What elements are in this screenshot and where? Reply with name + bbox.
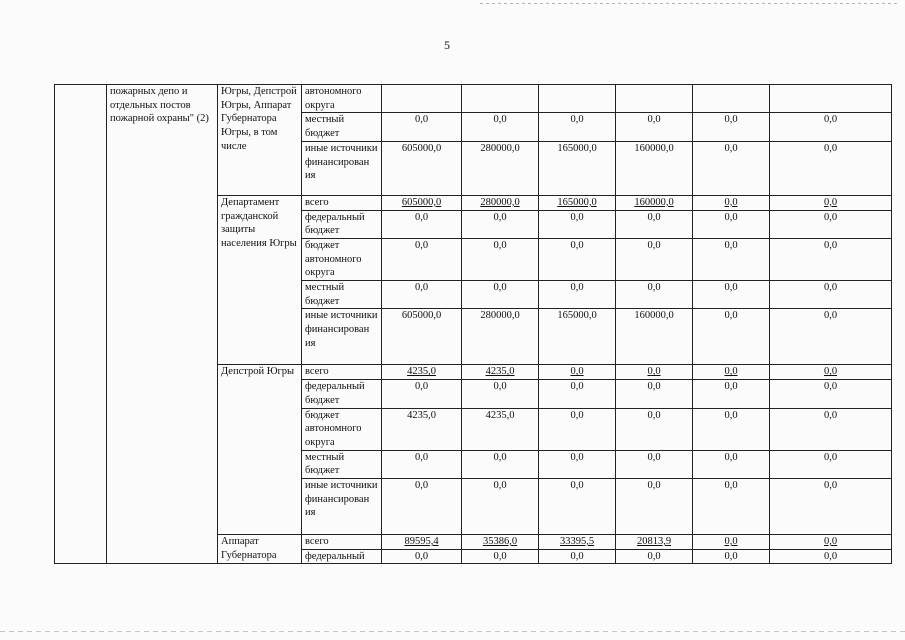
value-text: 0,0 xyxy=(647,451,661,463)
value-cell xyxy=(693,85,770,113)
value-cell xyxy=(616,309,693,365)
value-cell xyxy=(382,535,462,550)
value-text: 0,0 xyxy=(823,310,838,322)
value-cell xyxy=(693,210,770,238)
value-cell xyxy=(382,113,462,141)
value-text: 0,0 xyxy=(647,366,661,378)
value-cell xyxy=(616,85,693,113)
value-cell xyxy=(693,281,770,309)
value-cell xyxy=(382,479,462,535)
value-cell xyxy=(382,85,462,113)
funding-source-cell: федеральный xyxy=(302,549,382,564)
value-text: 0,0 xyxy=(823,381,838,393)
value-text: 0,0 xyxy=(570,239,584,251)
value-cell xyxy=(616,141,693,195)
value-text: 0,0 xyxy=(493,480,507,492)
program-name-cell: пожарных депо и отдельных постов пожарной охраны" (2) xyxy=(107,85,218,564)
value-cell xyxy=(462,535,539,550)
value-cell xyxy=(616,450,693,478)
value-cell xyxy=(770,113,892,141)
value-text: 0,0 xyxy=(570,550,584,562)
value-cell xyxy=(770,450,892,478)
value-text: 0,0 xyxy=(414,239,429,251)
value-cell xyxy=(539,535,616,550)
value-text: 0,0 xyxy=(724,142,738,154)
value-cell xyxy=(616,281,693,309)
value-text: 0,0 xyxy=(414,480,429,492)
value-text: 4235,0 xyxy=(407,409,436,421)
scan-artifact-bottom xyxy=(0,631,905,632)
value-cell xyxy=(382,309,462,365)
value-text: 160000,0 xyxy=(634,310,674,322)
value-text: 0,0 xyxy=(724,451,738,463)
value-cell xyxy=(616,535,693,550)
row-number-cell xyxy=(55,85,107,564)
value-cell xyxy=(462,238,539,280)
value-cell xyxy=(770,309,892,365)
value-text: 0,0 xyxy=(493,211,507,223)
funding-source-cell: всего xyxy=(302,365,382,380)
value-text: 165000,0 xyxy=(557,196,597,208)
value-cell xyxy=(382,549,462,564)
table-row xyxy=(55,85,892,113)
value-cell xyxy=(693,535,770,550)
value-cell xyxy=(616,549,693,564)
value-cell xyxy=(539,450,616,478)
value-cell xyxy=(616,238,693,280)
funding-source-cell: местный бюджет xyxy=(302,113,382,141)
value-cell xyxy=(539,85,616,113)
value-cell xyxy=(462,195,539,210)
value-text: 0,0 xyxy=(414,114,429,126)
value-cell xyxy=(462,113,539,141)
value-cell xyxy=(462,365,539,380)
value-cell xyxy=(770,141,892,195)
value-text: 280000,0 xyxy=(480,142,520,154)
value-text: 0,0 xyxy=(570,211,584,223)
value-text: 4235,0 xyxy=(485,409,515,421)
value-cell xyxy=(693,365,770,380)
value-text: 0,0 xyxy=(724,381,738,393)
funding-source-cell: иные источники финансирован ия xyxy=(302,141,382,195)
funding-source-cell: иные источники финансирован ия xyxy=(302,479,382,535)
value-text: 0,0 xyxy=(570,282,584,294)
value-text: 0,0 xyxy=(823,480,838,492)
value-text: 280000,0 xyxy=(480,310,520,322)
value-text: 0,0 xyxy=(823,282,838,294)
value-text: 35386,0 xyxy=(482,536,518,548)
value-cell xyxy=(382,450,462,478)
page-number: 5 xyxy=(444,38,450,52)
executor-cell: Аппарат Губернатора xyxy=(218,535,302,564)
value-text: 0,0 xyxy=(724,196,738,208)
value-text: 160000,0 xyxy=(634,196,674,208)
value-cell xyxy=(693,238,770,280)
value-cell xyxy=(382,380,462,408)
value-text: 0,0 xyxy=(414,550,429,562)
executor-cell: Депстрой Югры xyxy=(218,365,302,535)
value-text: 605000,0 xyxy=(401,142,442,154)
value-text: 0,0 xyxy=(724,310,738,322)
value-text: 0,0 xyxy=(570,451,584,463)
value-text: 0,0 xyxy=(570,381,584,393)
value-text: 0,0 xyxy=(724,114,738,126)
value-cell xyxy=(382,281,462,309)
value-cell xyxy=(616,479,693,535)
value-cell xyxy=(693,549,770,564)
funding-source-cell: всего xyxy=(302,535,382,550)
value-text: 4235,0 xyxy=(485,366,515,378)
value-text: 0,0 xyxy=(823,239,838,251)
value-cell xyxy=(382,238,462,280)
value-text: 605000,0 xyxy=(401,310,442,322)
funding-source-cell: бюджет автономного округа xyxy=(302,408,382,450)
funding-source-cell: иные источники финансирован ия xyxy=(302,309,382,365)
value-cell xyxy=(382,141,462,195)
value-text: 0,0 xyxy=(570,480,584,492)
value-text: 0,0 xyxy=(414,211,429,223)
value-cell xyxy=(770,380,892,408)
value-text: 0,0 xyxy=(724,550,738,562)
value-text: 33395,5 xyxy=(559,536,595,548)
value-cell xyxy=(382,195,462,210)
value-text: 0,0 xyxy=(724,409,738,421)
value-text: 89595,4 xyxy=(404,536,439,548)
value-text: 165000,0 xyxy=(557,142,597,154)
value-cell xyxy=(616,210,693,238)
value-cell xyxy=(539,113,616,141)
value-text: 0,0 xyxy=(493,550,507,562)
funding-source-cell: всего xyxy=(302,195,382,210)
value-text: 0,0 xyxy=(823,366,838,378)
value-text: 0,0 xyxy=(724,366,738,378)
value-text: 0,0 xyxy=(570,409,584,421)
value-cell xyxy=(693,195,770,210)
value-text: 4235,0 xyxy=(407,366,436,378)
value-text: 160000,0 xyxy=(634,142,674,154)
value-cell xyxy=(693,113,770,141)
value-cell xyxy=(770,408,892,450)
value-text: 0,0 xyxy=(823,409,838,421)
value-cell xyxy=(539,210,616,238)
value-cell xyxy=(382,210,462,238)
value-cell xyxy=(616,195,693,210)
value-text: 20813,9 xyxy=(636,536,672,548)
value-cell xyxy=(770,549,892,564)
value-cell xyxy=(693,479,770,535)
value-text: 0,0 xyxy=(724,282,738,294)
funding-source-cell: бюджет автономного округа xyxy=(302,238,382,280)
value-text: 0,0 xyxy=(647,211,661,223)
funding-source-cell: местный бюджет xyxy=(302,450,382,478)
value-cell xyxy=(462,380,539,408)
value-cell xyxy=(539,238,616,280)
value-text: 0,0 xyxy=(823,211,838,223)
value-cell xyxy=(382,408,462,450)
budget-table xyxy=(54,84,892,564)
value-cell xyxy=(693,309,770,365)
value-cell xyxy=(693,380,770,408)
executor-cell: Югры, Депстрой Югры, Аппарат Губернатора Югры, в том числе xyxy=(218,85,302,196)
value-cell xyxy=(616,380,693,408)
value-text: 0,0 xyxy=(414,381,429,393)
value-cell xyxy=(770,210,892,238)
value-cell xyxy=(462,408,539,450)
value-cell xyxy=(462,281,539,309)
value-cell xyxy=(382,365,462,380)
value-cell xyxy=(539,309,616,365)
value-text: 0,0 xyxy=(493,381,507,393)
value-cell xyxy=(616,113,693,141)
value-cell xyxy=(462,141,539,195)
value-text: 0,0 xyxy=(570,366,584,378)
value-text: 0,0 xyxy=(823,550,838,562)
value-text: 0,0 xyxy=(647,409,661,421)
value-cell xyxy=(693,450,770,478)
value-text: 0,0 xyxy=(823,142,838,154)
value-cell xyxy=(693,141,770,195)
value-text: 0,0 xyxy=(647,282,661,294)
value-text: 0,0 xyxy=(493,451,507,463)
value-cell xyxy=(616,365,693,380)
value-cell xyxy=(539,365,616,380)
funding-source-cell: федеральный бюджет xyxy=(302,380,382,408)
value-text: 280000,0 xyxy=(480,196,520,208)
value-cell xyxy=(462,479,539,535)
funding-source-cell: федеральный бюджет xyxy=(302,210,382,238)
value-text: 0,0 xyxy=(823,114,838,126)
value-text: 0,0 xyxy=(724,480,738,492)
value-text: 165000,0 xyxy=(557,310,597,322)
value-cell xyxy=(462,210,539,238)
value-cell xyxy=(539,380,616,408)
value-text: 0,0 xyxy=(570,114,584,126)
executor-cell: Департамент гражданской защиты населения Югры xyxy=(218,195,302,365)
value-text: 0,0 xyxy=(493,282,507,294)
value-text: 0,0 xyxy=(823,536,838,548)
value-cell xyxy=(539,549,616,564)
funding-source-cell: автономного округа xyxy=(302,85,382,113)
value-text: 0,0 xyxy=(724,239,738,251)
value-text: 0,0 xyxy=(414,451,429,463)
value-cell xyxy=(770,238,892,280)
value-text: 0,0 xyxy=(647,114,661,126)
value-cell xyxy=(770,85,892,113)
value-text: 0,0 xyxy=(493,114,507,126)
value-text: 0,0 xyxy=(414,282,429,294)
value-text: 0,0 xyxy=(493,239,507,251)
value-text: 0,0 xyxy=(823,451,838,463)
funding-source-cell: местный бюджет xyxy=(302,281,382,309)
value-cell xyxy=(693,408,770,450)
value-cell xyxy=(539,408,616,450)
scan-artifact-top xyxy=(480,3,900,4)
value-cell xyxy=(770,479,892,535)
value-cell xyxy=(770,195,892,210)
value-cell xyxy=(539,195,616,210)
value-cell xyxy=(462,450,539,478)
value-text: 0,0 xyxy=(647,381,661,393)
value-cell xyxy=(539,479,616,535)
value-text: 0,0 xyxy=(724,536,738,548)
value-cell xyxy=(616,408,693,450)
value-cell xyxy=(462,549,539,564)
value-text: 0,0 xyxy=(647,239,661,251)
value-cell xyxy=(770,365,892,380)
value-text: 0,0 xyxy=(647,550,661,562)
value-text: 0,0 xyxy=(823,196,838,208)
value-cell xyxy=(462,85,539,113)
value-cell xyxy=(770,281,892,309)
value-cell xyxy=(539,141,616,195)
value-text: 0,0 xyxy=(724,211,738,223)
value-cell xyxy=(539,281,616,309)
value-cell xyxy=(462,309,539,365)
value-text: 605000,0 xyxy=(401,196,442,208)
value-cell xyxy=(770,535,892,550)
value-text: 0,0 xyxy=(647,480,661,492)
